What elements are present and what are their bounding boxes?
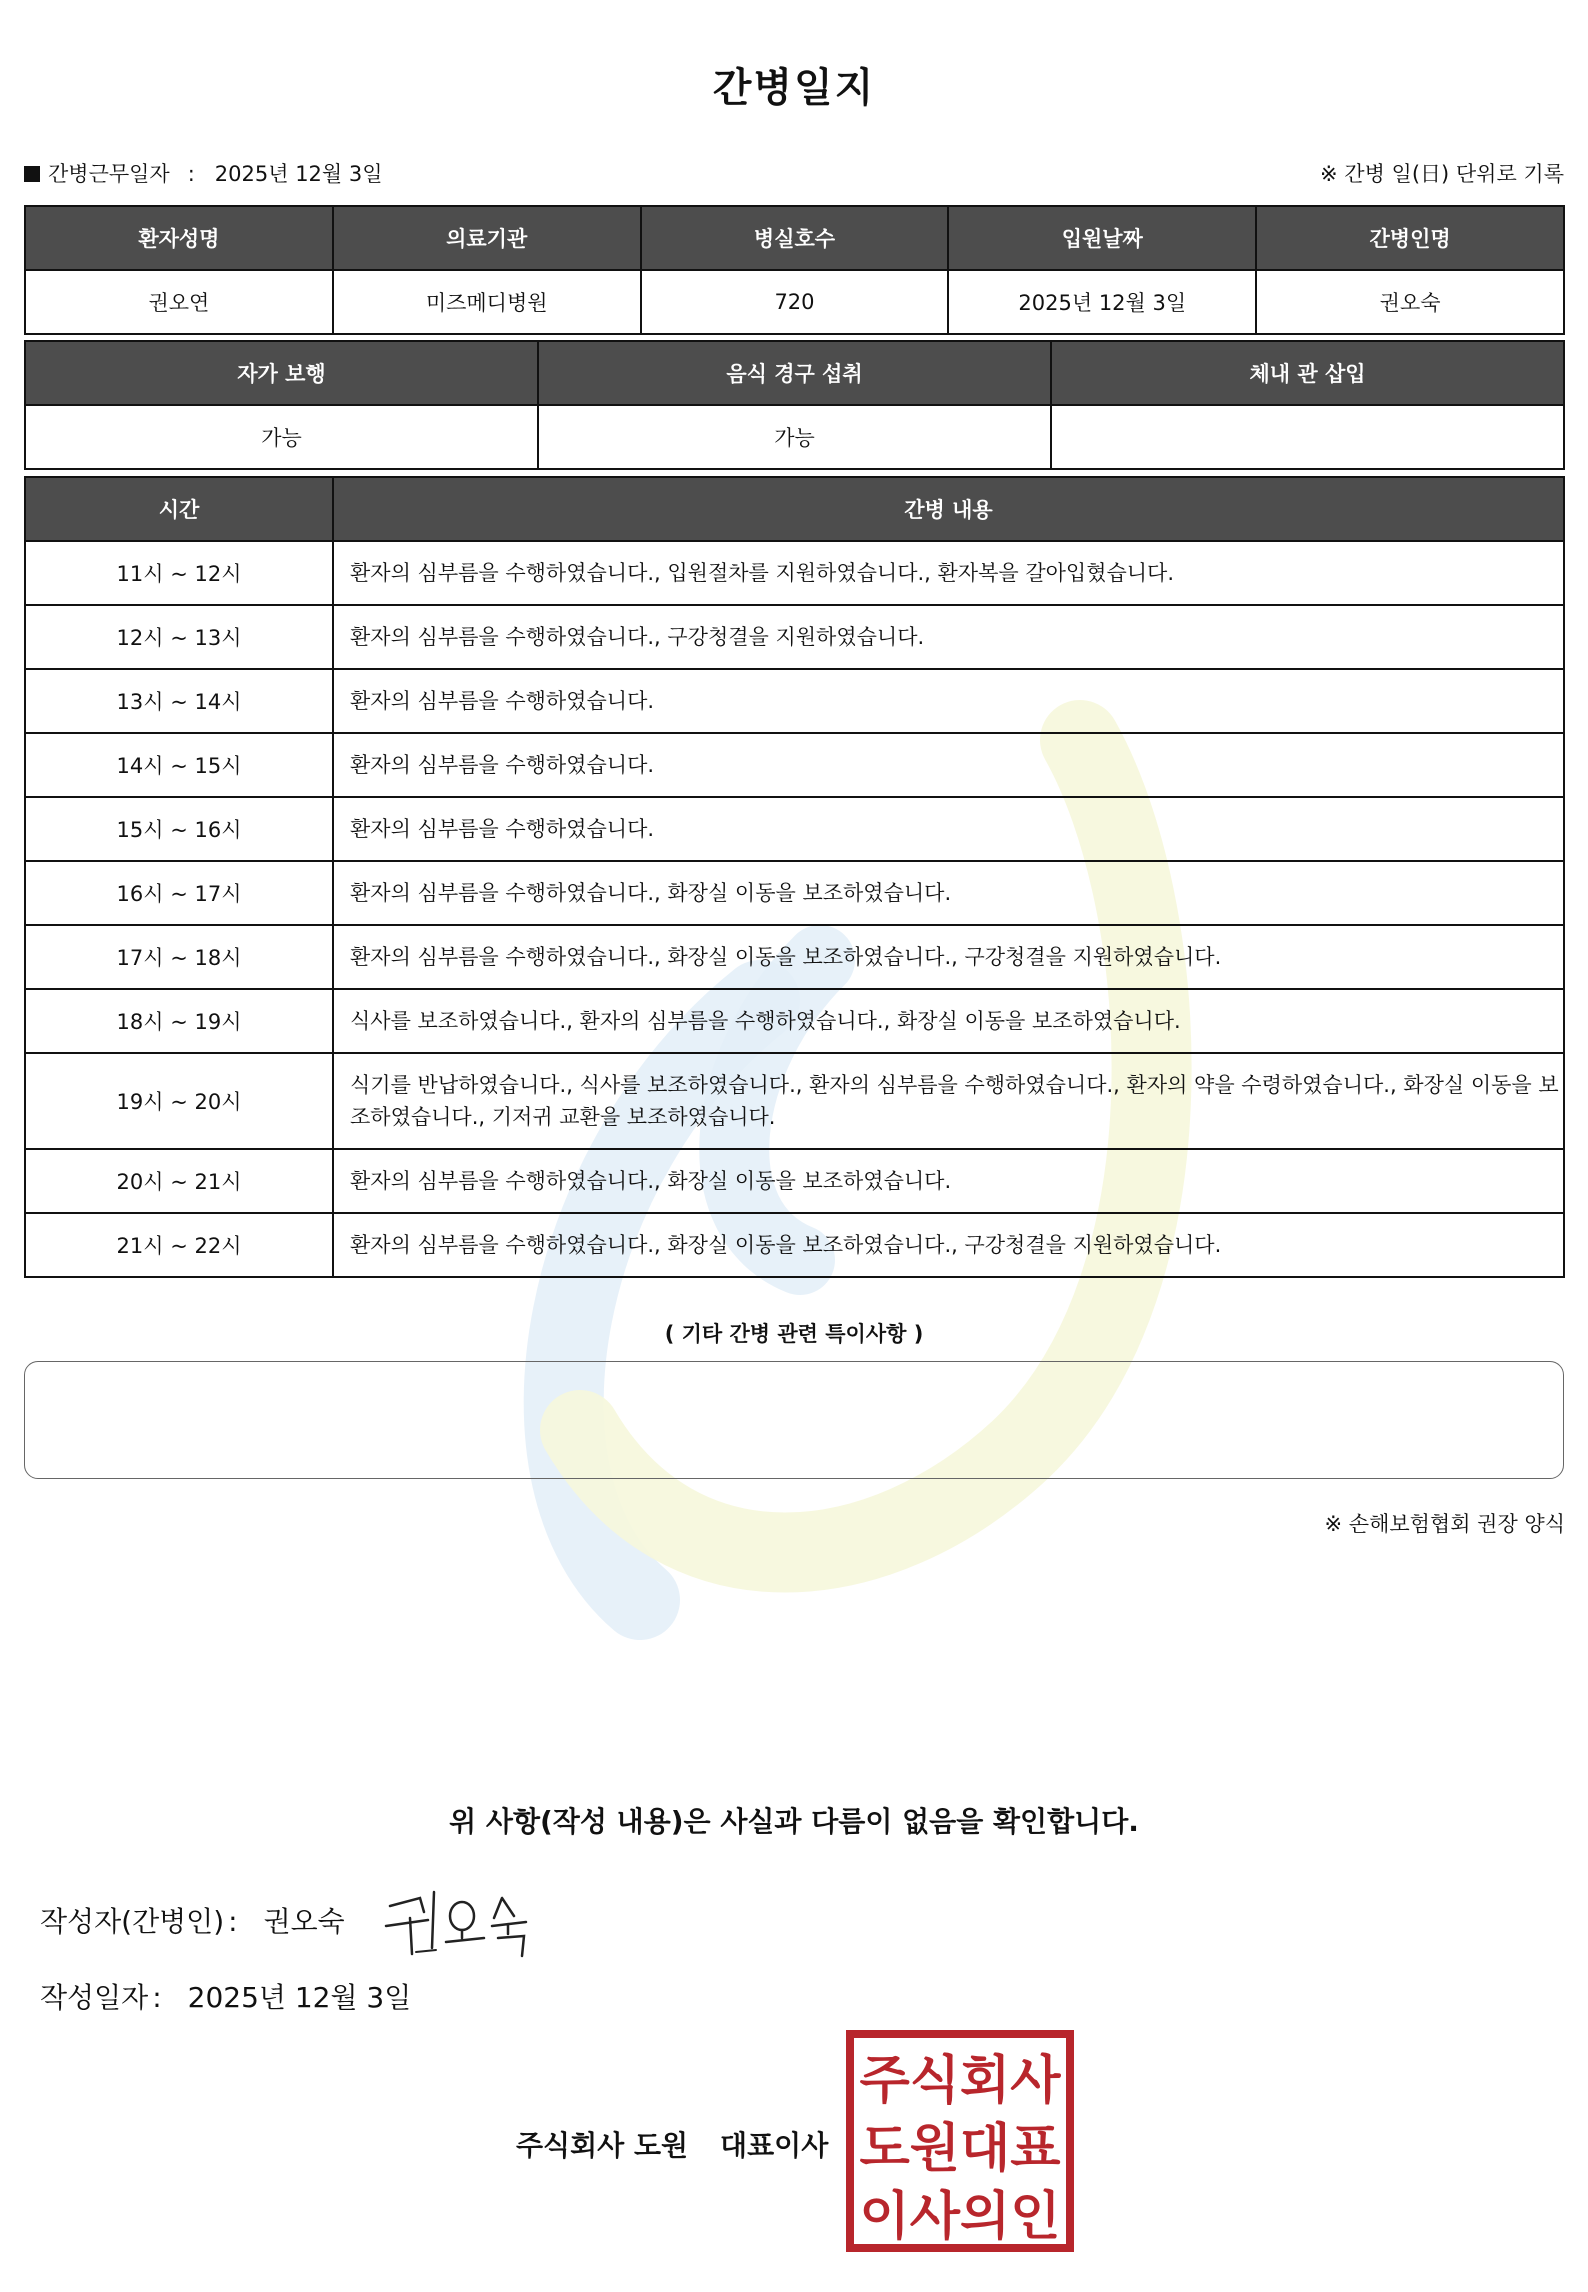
row-time: 14시 ~ 15시	[25, 733, 333, 797]
company-name: 주식회사 도원	[516, 2129, 689, 2162]
written-date-value: 2025년 12월 3일	[187, 1981, 412, 2014]
patient-info-table	[24, 205, 1565, 335]
table-row	[25, 541, 1564, 605]
row-time: 17시 ~ 18시	[25, 925, 333, 989]
row-content: 환자의 심부름을 수행하였습니다.	[333, 669, 1564, 733]
row-content: 환자의 심부름을 수행하였습니다., 화장실 이동을 보조하였습니다., 구강청결을 지원하였습니다.	[333, 925, 1564, 989]
written-date-line: 작성일자 : 2025년 12월 3일	[40, 1981, 412, 2014]
tube-insertion-value	[1051, 405, 1564, 469]
header-time: 시간	[25, 477, 333, 541]
company-seal-stamp	[846, 2030, 1074, 2252]
patient-status-table	[24, 340, 1565, 470]
row-content: 환자의 심부름을 수행하였습니다., 구강청결을 지원하였습니다.	[333, 605, 1564, 669]
row-content: 식사를 보조하였습니다., 환자의 심부름을 수행하였습니다., 화장실 이동을 보조하였습니다.	[333, 989, 1564, 1053]
unit-note: ※ 간병 일(日) 단위로 기록	[1320, 162, 1564, 186]
table-row	[25, 989, 1564, 1053]
page-title: 간병일지	[712, 65, 876, 111]
table-row	[25, 1053, 1564, 1149]
hospital-name: 미즈메디병원	[333, 270, 641, 334]
seal-line-1: 주식회사	[859, 2051, 1061, 2111]
row-content: 환자의 심부름을 수행하였습니다.	[333, 733, 1564, 797]
confirmation-statement: 위 사항(작성 내용)은 사실과 다름이 없음을 확인합니다.	[449, 1805, 1139, 1838]
work-date-label: 간병근무일자	[48, 162, 170, 186]
row-time: 21시 ~ 22시	[25, 1213, 333, 1277]
header-self-walking: 자가 보행	[25, 341, 538, 405]
seal-line-3: 이사의인	[859, 2187, 1061, 2247]
row-time: 12시 ~ 13시	[25, 605, 333, 669]
row-time: 19시 ~ 20시	[25, 1053, 333, 1149]
work-date-value: 2025년 12월 3일	[214, 162, 383, 186]
company-title: 대표이사	[720, 2129, 829, 2162]
row-content: 환자의 심부름을 수행하였습니다., 입원절차를 지원하였습니다., 환자복을 갈아입혔습니다.	[333, 541, 1564, 605]
table-row	[25, 925, 1564, 989]
oral-intake-value: 가능	[538, 405, 1051, 469]
table-row	[25, 1149, 1564, 1213]
header-room: 병실호수	[641, 206, 949, 270]
header-oral-intake: 음식 경구 섭취	[538, 341, 1051, 405]
row-content: 식기를 반납하였습니다., 식사를 보조하였습니다., 환자의 심부름을 수행하였습니다., 환자의 약을 수령하였습니다., 화장실 이동을 보조하였습니다., 기저귀 교환을 보조하였습니다.	[333, 1053, 1564, 1149]
company-line	[516, 2124, 828, 2164]
table-row	[25, 669, 1564, 733]
seal-line-2: 도원대표	[859, 2119, 1061, 2179]
row-time: 18시 ~ 19시	[25, 989, 333, 1053]
header-patient-name: 환자성명	[25, 206, 333, 270]
work-date	[24, 158, 383, 188]
row-time: 13시 ~ 14시	[25, 669, 333, 733]
header-tube-insertion: 체내 관 삽입	[1051, 341, 1564, 405]
header-hospital: 의료기관	[333, 206, 641, 270]
special-notes-label: ( 기타 간병 관련 특이사항 )	[664, 1322, 924, 1346]
handwritten-signature	[380, 1878, 560, 1968]
square-bullet-icon	[24, 166, 40, 182]
special-notes-box	[24, 1361, 1564, 1479]
table-row	[25, 1213, 1564, 1277]
row-content: 환자의 심부름을 수행하였습니다.	[333, 797, 1564, 861]
row-time: 11시 ~ 12시	[25, 541, 333, 605]
header-caregiver: 간병인명	[1256, 206, 1564, 270]
row-content: 환자의 심부름을 수행하였습니다., 화장실 이동을 보조하였습니다.	[333, 1149, 1564, 1213]
admission-date: 2025년 12월 3일	[948, 270, 1256, 334]
writer-line: 작성자(간병인) : 권오숙	[40, 1905, 345, 1938]
table-row	[25, 605, 1564, 669]
work-date-colon: :	[187, 162, 195, 186]
writer-name: 권오숙	[263, 1905, 345, 1938]
form-source-note: ※ 손해보험협회 권장 양식	[1324, 1512, 1565, 1536]
room-number: 720	[641, 270, 949, 334]
table-row	[25, 797, 1564, 861]
written-date-label: 작성일자	[40, 1981, 149, 2014]
row-content: 환자의 심부름을 수행하였습니다., 화장실 이동을 보조하였습니다., 구강청결을 지원하였습니다.	[333, 1213, 1564, 1277]
patient-name: 권오연	[25, 270, 333, 334]
header-care-content: 간병 내용	[333, 477, 1564, 541]
header-admission-date: 입원날짜	[948, 206, 1256, 270]
row-time: 16시 ~ 17시	[25, 861, 333, 925]
self-walking-value: 가능	[25, 405, 538, 469]
table-row	[25, 733, 1564, 797]
meta-row	[24, 158, 1564, 188]
row-time: 15시 ~ 16시	[25, 797, 333, 861]
table-row	[25, 861, 1564, 925]
row-time: 20시 ~ 21시	[25, 1149, 333, 1213]
care-log-table	[24, 476, 1565, 1278]
row-content: 환자의 심부름을 수행하였습니다., 화장실 이동을 보조하였습니다.	[333, 861, 1564, 925]
caregiver-name: 권오숙	[1256, 270, 1564, 334]
writer-label: 작성자(간병인)	[40, 1905, 225, 1938]
